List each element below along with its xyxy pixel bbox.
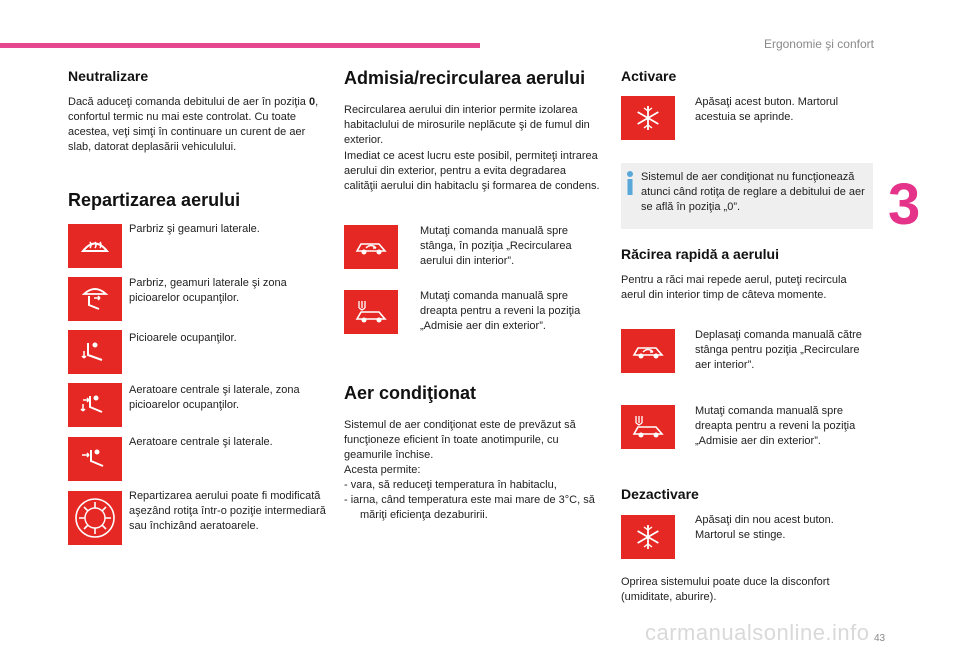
racire-rapida-heading: Răcirea rapidă a aerului — [621, 246, 779, 262]
racire-rapida-text: Pentru a răci mai repede aerul, puteţi recircula aerul din interior timp de câteva momente. — [621, 274, 847, 301]
vents-airflow-icon — [68, 437, 122, 481]
windscreen-feet-icon — [68, 277, 122, 321]
feet-airflow-icon — [68, 330, 122, 374]
dezactivare-heading: Dezactivare — [621, 486, 699, 502]
fresh-air-intake-icon — [621, 405, 675, 449]
repartizarea-heading: Repartizarea aerului — [68, 190, 241, 210]
info-note — [621, 163, 873, 229]
admisia-text-2: Imediat ce acest lucru este posibil, permiteţi intrarea aerului din exterior, pentru a evita degradarea calităţii aerului din habitaclu şi formarea de condens. — [344, 150, 600, 192]
aer-conditionat-text: Sistemul de aer condiţionat este de prevăzut să funcţioneze eficient în toate anotimpurile, cu geamurile închise. — [344, 419, 576, 461]
windscreen-demist-icon — [68, 224, 122, 268]
chapter-number: 3 — [888, 172, 921, 237]
activare-heading: Activare — [621, 68, 677, 84]
fresh-air-bullet: Mutaţi comanda manuală spre dreapta pentru a reveni la poziţia „Admisie aer din exterior”. — [695, 405, 856, 447]
aer-conditionat-heading: Aer condiţionat — [344, 383, 477, 403]
aer-conditionat-text-2: Acesta permite: — [344, 464, 421, 476]
header-title: Ergonomie şi confort — [763, 37, 874, 51]
recirculate-bullet: Deplasaţi comanda manuală către stânga pentru poziţia „Recirculare aer interior”. — [695, 329, 862, 371]
distribution-item-text: Aeratoare centrale şi laterale, zona picioarelor ocupanţilor. — [129, 384, 300, 411]
deactivate-bullet: Apăsaţi din nou acest buton. Martorul se stinge. — [695, 514, 834, 541]
recirculation-icon — [344, 225, 398, 269]
info-text: Sistemul de aer condiţionat nu funcţionează atunci când rotiţa de reglare a debitului de aer se află în poziţia „0”. — [641, 171, 865, 213]
activate-bullet: Apăsaţi acest buton. Martorul acestuia se aprinde. — [695, 96, 839, 123]
fresh-air-bullet: Mutaţi comanda manuală spre dreapta pentru a reveni la poziţia „Admisie aer din exterior”. — [420, 290, 581, 332]
header-accent-bar — [0, 43, 480, 48]
distribution-item-text: Parbriz, geamuri laterale şi zona picioarelor ocupanţilor. — [129, 277, 287, 304]
distribution-item-text: Picioarele ocupanţilor. — [129, 332, 237, 344]
aer-conditionat-dash-item: - iarna, când temperatura este mai mare de 3°C, să măriţi eficienţa dezaburirii. — [344, 494, 595, 521]
aer-conditionat-dash-item: - vara, să reduceţi temperatura în habitaclu, — [344, 479, 557, 491]
distribution-item-text: Repartizarea aerului poate fi modificată aşezând rotiţa într-o poziţie intermediară sau închizând aeratoarele. — [129, 490, 326, 532]
neutralizare-text: Dacă aduceţi comanda debitului de aer în poziţia 0, confortul termic nu mai este controlat. Cu toate acestea, veţi simţi în continuare un curent de aer slab, datorat deplasării vehiculului. — [68, 96, 319, 153]
neutralizare-heading: Neutralizare — [68, 68, 149, 84]
watermark-text: carmanualsonline.info — [645, 620, 870, 645]
distribution-dial-icon — [68, 491, 122, 545]
admisia-text: Recircularea aerului din interior permite izolarea habitaclului de mirosurile neplăcute şi de fumul din exterior. — [344, 104, 590, 146]
dezactivare-text: Oprirea sistemului poate duce la disconfort (umiditate, aburire). — [621, 576, 830, 603]
recirculate-bullet: Mutaţi comanda manuală spre stânga, în poziţia „Recircularea aerului din interior”. — [420, 225, 572, 267]
distribution-item-text: Parbriz şi geamuri laterale. — [129, 223, 260, 235]
fresh-air-intake-icon — [344, 290, 398, 334]
distribution-item-text: Aeratoare centrale şi laterale. — [129, 436, 273, 448]
page-number: 43 — [874, 633, 886, 644]
recirculation-icon — [621, 329, 675, 373]
ac-snowflake-button-icon — [621, 96, 675, 140]
info-icon — [626, 171, 634, 195]
admisia-heading: Admisia/recircularea aerului — [344, 68, 586, 88]
vents-feet-icon — [68, 383, 122, 427]
ac-snowflake-button-icon — [621, 515, 675, 559]
